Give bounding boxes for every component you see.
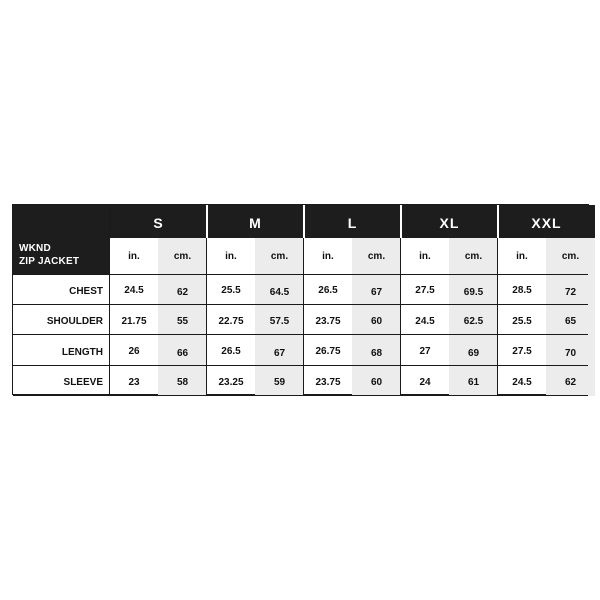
cell-chest-s-cm: 62 — [158, 275, 207, 305]
row-divider — [13, 395, 588, 396]
cell-chest-xl-cm: 69.5 — [449, 275, 498, 305]
cell-shoulder-m-cm: 57.5 — [255, 305, 304, 335]
size-header-l: L — [304, 205, 401, 238]
cell-sleeve-m-in: 23.25 — [218, 377, 244, 388]
cell-length-s-in: 26 — [128, 346, 140, 357]
chart-corner — [13, 205, 110, 275]
row-label-shoulder: SHOULDER — [46, 316, 103, 327]
size-header-m: M — [207, 205, 304, 238]
row-label-chest: CHEST — [69, 286, 103, 297]
cell-chest-s-in: 24.5 — [124, 285, 144, 296]
cell-shoulder-m-in: 22.75 — [218, 316, 244, 327]
row-label-sleeve: SLEEVE — [63, 377, 103, 388]
cell-shoulder-l-in: 23.75 — [315, 316, 341, 327]
column-divider — [497, 238, 498, 396]
cell-shoulder-xl-cm: 62.5 — [449, 305, 498, 335]
cell-shoulder-s-in: 21.75 — [121, 316, 147, 327]
unit-header-s-cm: cm. — [158, 238, 207, 275]
unit-header-xxl-cm: cm. — [546, 238, 595, 275]
cell-shoulder-xxl-cm: 65 — [546, 305, 595, 335]
cell-length-m-cm: 67 — [255, 335, 304, 366]
cell-shoulder-xl-in: 24.5 — [415, 316, 435, 327]
row-label-length: LENGTH — [61, 347, 103, 358]
cell-length-xl-in: 27 — [419, 346, 431, 357]
header-separator — [303, 205, 305, 238]
cell-sleeve-xxl-in: 24.5 — [512, 377, 532, 388]
size-header-xl: XL — [401, 205, 498, 238]
unit-header-xl-cm: cm. — [449, 238, 498, 275]
unit-header-m-in: in. — [225, 251, 237, 262]
cell-length-s-cm: 66 — [158, 335, 207, 366]
cell-length-l-in: 26.75 — [315, 346, 341, 357]
header-separator — [206, 205, 208, 238]
unit-header-s-in: in. — [128, 251, 140, 262]
header-divider — [13, 274, 588, 275]
cell-length-xxl-cm: 70 — [546, 335, 595, 366]
cell-sleeve-l-in: 23.75 — [315, 377, 341, 388]
cell-sleeve-s-cm: 58 — [158, 366, 207, 396]
cell-sleeve-xxl-cm: 62 — [546, 366, 595, 396]
cell-chest-l-cm: 67 — [352, 275, 401, 305]
cell-sleeve-xl-cm: 61 — [449, 366, 498, 396]
cell-sleeve-l-cm: 60 — [352, 366, 401, 396]
product-title: WKND ZIP JACKET — [19, 243, 80, 267]
cell-chest-xxl-cm: 72 — [546, 275, 595, 305]
column-divider — [303, 238, 304, 396]
cell-chest-xxl-in: 28.5 — [512, 285, 532, 296]
unit-header-l-in: in. — [322, 251, 334, 262]
unit-header-m-cm: cm. — [255, 238, 304, 275]
cell-chest-m-in: 25.5 — [221, 285, 241, 296]
cell-sleeve-m-cm: 59 — [255, 366, 304, 396]
cell-length-xxl-in: 27.5 — [512, 346, 532, 357]
size-chart — [12, 204, 589, 395]
cell-shoulder-s-cm: 55 — [158, 305, 207, 335]
cell-chest-l-in: 26.5 — [318, 285, 338, 296]
unit-header-xxl-in: in. — [516, 251, 528, 262]
column-divider — [206, 238, 207, 396]
header-separator — [497, 205, 499, 238]
size-header-s: S — [110, 205, 207, 238]
cell-shoulder-l-cm: 60 — [352, 305, 401, 335]
cell-sleeve-s-in: 23 — [128, 377, 140, 388]
column-divider — [400, 238, 401, 396]
cell-shoulder-xxl-in: 25.5 — [512, 316, 532, 327]
cell-chest-xl-in: 27.5 — [415, 285, 435, 296]
header-separator — [400, 205, 402, 238]
unit-header-l-cm: cm. — [352, 238, 401, 275]
cell-chest-m-cm: 64.5 — [255, 275, 304, 305]
cell-length-xl-cm: 69 — [449, 335, 498, 366]
cell-length-l-cm: 68 — [352, 335, 401, 366]
size-header-xxl: XXL — [498, 205, 595, 238]
cell-sleeve-xl-in: 24 — [419, 377, 431, 388]
unit-header-xl-in: in. — [419, 251, 431, 262]
cell-length-m-in: 26.5 — [221, 346, 241, 357]
column-divider — [109, 205, 110, 396]
